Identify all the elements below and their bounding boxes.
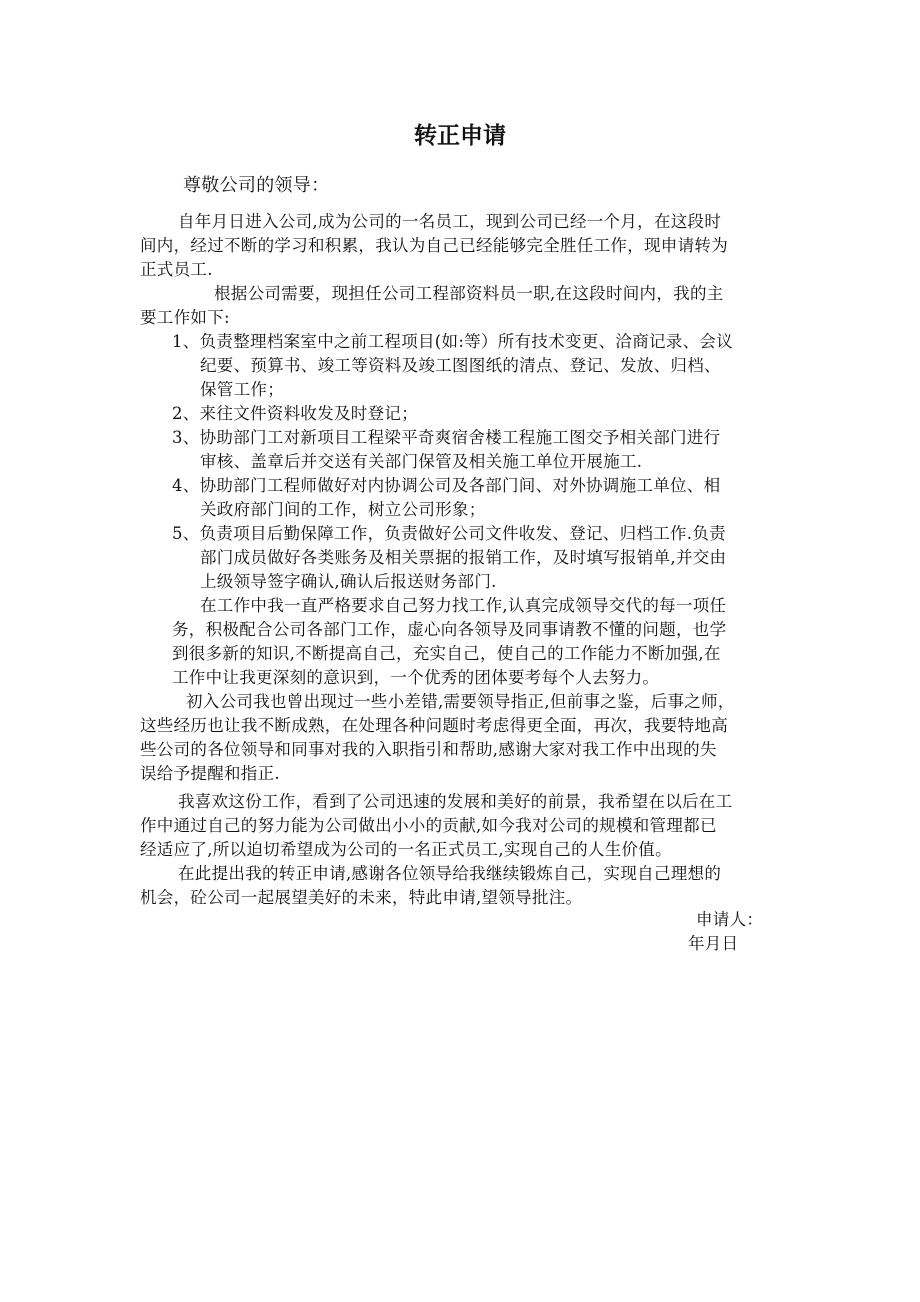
list-item-line: 关政府部门间的工作，树立公司形象；	[200, 500, 486, 519]
list-item-line: 3、协助部门工对新项目工程梁平奇爽宿舍楼工程施工图交予相关部门进行	[172, 428, 721, 447]
paragraph-line: 些公司的各位领导和同事对我的入职指引和帮助,感谢大家对我工作中出现的失	[140, 740, 717, 759]
paragraph-line: 间内，经过不断的学习和积累，我认为自己已经能够完全胜任工作，现申请转为	[140, 236, 728, 255]
paragraph-line: 正式员工.	[140, 260, 213, 279]
list-item-line: 纪要、预算书、竣工等资料及竣工图图纸的清点、登记、发放、归档、	[200, 356, 721, 375]
paragraph-line: 自年月日进入公司,成为公司的一名员工，现到公司已经一个月，在这段时	[178, 212, 722, 231]
paragraph-line: 务，积极配合公司各部门工作，虚心向各领导及同事请教不懂的问题，也学	[172, 620, 727, 639]
paragraph-line: 要工作如下:	[140, 308, 230, 327]
signature-applicant: 申请人：	[696, 910, 764, 929]
list-item-line: 4、协助部门工程师做好对内协调公司及各部门间、对外协调施工单位、相	[172, 476, 721, 495]
list-item-line: 审核、盖章后并交送有关部门保管及相关施工单位开展施工.	[200, 452, 643, 471]
list-item-line: 保管工作；	[200, 380, 284, 399]
list-item-line: 上级领导签字确认,确认后报送财务部门.	[200, 572, 497, 591]
list-item-line: 5、负责项目后勤保障工作，负责做好公司文件收发、登记、归档工作.负责	[172, 524, 726, 543]
paragraph-line: 误给予提醒和指正.	[140, 764, 280, 783]
paragraph-line: 到很多新的知识,不断提高自己，充实自己，使自己的工作能力不断加强,在	[172, 644, 721, 663]
paragraph-line: 经适应了,所以迫切希望成为公司的一名正式员工,实现自己的人生价值。	[140, 840, 672, 859]
paragraph-line: 在工作中我一直严格要求自己努力找工作,认真完成领导交代的每一项任	[200, 596, 727, 615]
paragraph-line: 在此提出我的转正申请,感谢各位领导给我继续锻炼自己，实现自己理想的	[178, 864, 722, 883]
document-title: 转正申请	[414, 123, 506, 149]
list-item-line: 1、负责整理档案室中之前工程项目(如:等）所有技术变更、洽商记录、会议	[172, 332, 733, 351]
paragraph-line: 工作中让我更深刻的意识到，一个优秀的团体要考每个人去努力。	[172, 668, 660, 687]
list-item-line: 2、来往文件资料收发及时登记；	[172, 404, 418, 423]
paragraph-line: 我喜欢这份工作，看到了公司迅速的发展和美好的前景，我希望在以后在工	[178, 792, 733, 811]
paragraph-line: 根据公司需要，现担任公司工程部资料员一职,在这段时间内，我的主	[214, 284, 724, 303]
salutation: 尊敬公司的领导：	[183, 175, 330, 196]
paragraph-line: 作中通过自己的努力能为公司做出小小的贡献,如今我对公司的规模和管理都已	[140, 816, 717, 835]
paragraph-line: 这些经历也让我不断成熟，在处理各种问题时考虑得更全面，再次，我要特地高	[140, 716, 728, 735]
list-item-line: 部门成员做好各类账务及相关票据的报销工作，及时填写报销单,并交由	[200, 548, 727, 567]
paragraph-line: 初入公司我也曾出现过一些小差错,需要领导指正,但前事之鉴，后事之师，	[186, 692, 735, 711]
paragraph-line: 机会，砼公司一起展望美好的未来，特此申请,望领导批注。	[140, 888, 583, 907]
signature-date: 年月日	[688, 934, 739, 953]
